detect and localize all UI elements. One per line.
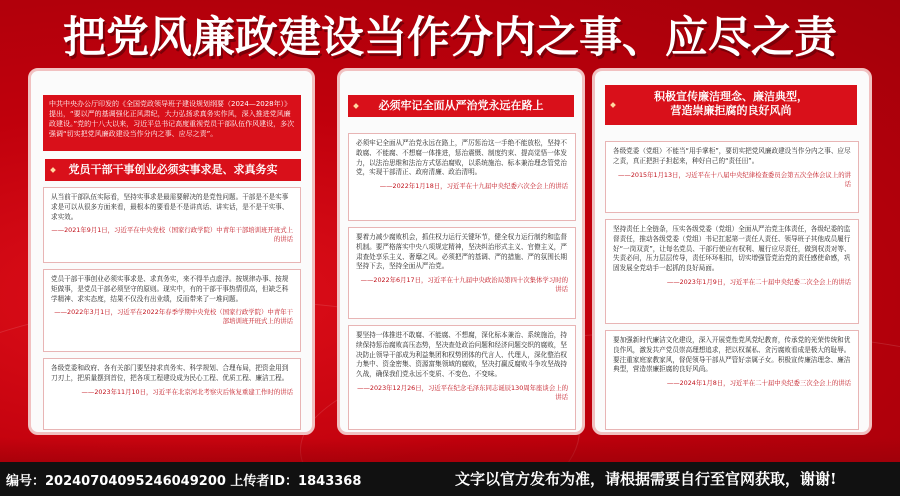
section-header: 必须牢记全面从严治党永远在路上 (348, 95, 574, 117)
quote-text: 坚持责任上全链条，压实各级党委（党组）全面从严治党主体责任，各级纪委的监督责任，推动各级党委（党组）书记扛起第一责任人责任、领导班子其他成员履行好“一岗双责”，让每名党员、干部行使应有权利、履行应尽责任，做到权责对等、失责必问，压力层层传导，责任环环相扣，切实增强管党治党的责任感使命感，巩固发展全党动手一起抓的良好局面。 (613, 225, 851, 273)
section-header-line: 营造崇廉拒腐的良好风尚 (670, 104, 792, 117)
quote-source: ——2024年1月8日，习近平在二十届中央纪委三次全会上的讲话 (666, 379, 851, 388)
quote-card (348, 133, 576, 221)
quote-text: 从当前干部队伍实际看，坚持实事求是最需要解决的是党性问题。干部是不是实事求是可以从很多方面来看，最根本的要看是不是讲真话、讲实话，是不是干实事、求实效。 (51, 193, 289, 221)
quote-card (348, 227, 576, 319)
quote-source: ——2023年11月10日，习近平在北京河北考察灾后恢复重建工作时的讲话 (81, 387, 293, 396)
quote-text: 要加强新时代廉洁文化建设，深入开展党性党风党纪教育，传承党的光荣传统和优良作风，激发共产党员崇高理想追求，把以权谋私、贪污腐败看成是极大的耻辱。要注重家庭家教家风，督促领导干部从严管好亲属子女。积极宣传廉洁理念、廉洁典型，营造崇廉拒腐的良好风尚。 (613, 336, 851, 374)
quote-source: ——2015年1月13日，习近平在十八届中央纪律检查委员会第五次全体会议上的讲话 (618, 170, 851, 188)
quote-card (43, 269, 301, 352)
page-title: 把党风廉政建设当作分内之事、应尽之责 (63, 13, 837, 63)
quote-card (605, 330, 859, 430)
quote-text: 各级党委（党组）不能当“用手掌柜”，要切实把党风廉政建设当作分内之事、应尽之责，真正把担子担起来，种好自己的“责任田”。 (613, 147, 851, 165)
watermark-id: 编号：20240704095246049200 上传者ID：1843368 (6, 474, 362, 489)
quote-source: ——2023年1月9日，习近平在二十届中央纪委二次全会上的讲话 (666, 277, 851, 286)
intro-box: 中共中央办公厅印发的《全国党政领导班子建设规划纲要（2024—2028年）》提出，“要以严的基调强化正风肃纪，大力弘扬求真务实作风，深入推进党风廉政建设。”党的十八大以来，习近平总书记高度重视党员干部队伍作风建设，多次强调“切实把党风廉政建设当作分内之事、应尽之责”。 (43, 95, 301, 151)
bottom-fade (0, 438, 900, 464)
quote-text: 要着力减少腐败机会，抓住权力运行关键环节，健全权力运行制约和监督机制。要严格落实中央八项规定精神，坚决纠治形式主义、官僚主义，严肃查处享乐主义、奢靡之风。必须把严的基调、严的措施、严的氛围长期坚持下去，坚持全面从严治党。 (356, 233, 567, 271)
quote-card (605, 141, 859, 213)
watermark-note: 文字以官方发布为准，请根据需要自行至官网获取，谢谢! (455, 470, 837, 488)
section-header-line: 积极宣传廉洁理念、廉洁典型， (654, 90, 808, 103)
panel-right (592, 68, 872, 435)
quote-text: 各级党委和政府、各有关部门要坚持求真务实、科学规划、合理布局，把资金用到刀刃上，把质量摆到首位，把各项工程建设成为民心工程、优质工程、廉洁工程。 (51, 364, 289, 382)
quote-source: ——2023年12月26日，习近平在纪念毛泽东同志诞辰130周年座谈会上的讲话 (357, 383, 568, 401)
section-header: 党员干部干事创业必须实事求是、求真务实 (45, 159, 301, 181)
quote-source: ——2022年3月1日，习近平在2022年春季学期中央党校（国家行政学院）中青年干部培训班开班式上的讲话 (54, 308, 293, 326)
quote-text: 党员干部干事创业必须实事求是、求真务实，来不得半点虚浮。按规律办事、按规矩做事，是党员干部必须坚守的原则。现实中，有的干部干事热情很高，但缺乏科学精神、求实态度，结果不仅没有出业绩，反而带来了一堆问题。 (51, 275, 289, 303)
quote-card (43, 187, 301, 263)
quote-card (348, 325, 576, 430)
panel-left (28, 68, 315, 435)
panel-middle (337, 68, 585, 435)
quote-source: ——2022年6月17日，习近平在十九届中央政治局第四十次集体学习时的讲话 (360, 276, 568, 294)
section-header (605, 85, 857, 125)
quote-text: 要坚持一体推进不敢腐、不能腐、不想腐，深化标本兼治、系统施治，持续保持惩治腐败高压态势，坚决查处政治问题和经济问题交织的腐败，坚决防止领导干部成为利益集团和权势团体的代言人、代理人，深化整治权力集中、资金密集、资源富集领域的腐败，坚决打赢反腐败斗争攻坚战持久战，确保我们党永远不变质、不变色、不变味。 (356, 331, 567, 379)
quote-source: ——2021年9月1日，习近平在中央党校（国家行政学院）中青年干部培训班开班式上的讲话 (51, 226, 293, 244)
quote-card (605, 219, 859, 324)
watermark-bar (0, 462, 900, 496)
quote-text: 必须牢记全面从严治党永远在路上，严厉惩治这一手绝不能放松，坚持不敢腐、不能腐、不想腐一体推进，惩治震慑、制度约束、提高觉悟一体发力，以法治思维和法治方式惩治腐败，以系统施治、标本兼治理念管党治党，实现干部清正、政府清廉、政治清明。 (356, 139, 567, 177)
quote-card (43, 358, 301, 430)
quote-source: ——2022年1月18日，习近平在十九届中央纪委六次全会上的讲话 (379, 182, 568, 191)
